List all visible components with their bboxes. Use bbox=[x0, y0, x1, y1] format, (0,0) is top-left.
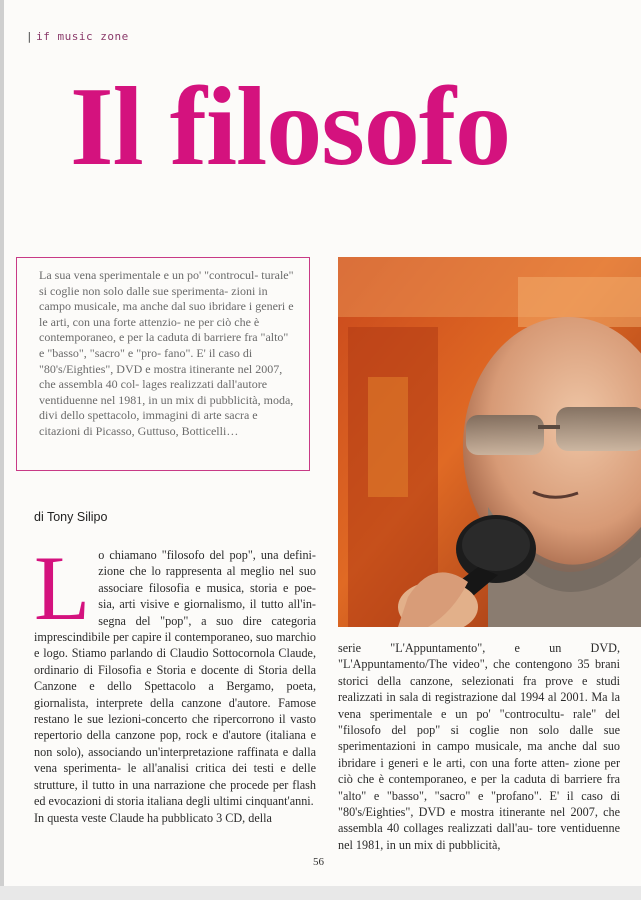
section-tag bbox=[26, 30, 129, 43]
section-divider: | bbox=[26, 30, 34, 43]
singer-photo bbox=[338, 257, 641, 627]
byline: di Tony Silipo bbox=[34, 510, 108, 524]
body-column-left bbox=[34, 537, 316, 826]
photo-illustration bbox=[338, 257, 641, 627]
section-label: if music zone bbox=[36, 30, 129, 43]
body-paragraph bbox=[34, 537, 316, 810]
body-paragraph-2: In questa veste Claude ha pubblicato 3 CD, della bbox=[34, 810, 272, 825]
body-text-continued: serie "L'Appuntamento", e un DVD, "L'Appuntamento/The video", che contengono 35 brani storici della canzone, selezionati fra prove e studi realizzati in sala di registrazione dal 1994 al 2001. Ma la vena sperimentale e un po' "controcultu- rale" del "filosofo del pop" si coglie non solo dalle sue sperimentazioni in campo musicale, ma anche dal suo ibridare i generi e le arti, con una forte atten- zione per ciò che è contemporaneo, e per la caduta di barriere fra "alto" e "basso", "sacro" e "profano". E' il caso di "80's/Eighties", DVD e mostra itinerante nel 2007, che assembla 40 collages realizzati dall'au- tore ventiduenne nel 1981, in un mix di pubblicità, bbox=[338, 641, 620, 852]
page-bottom-edge bbox=[0, 886, 641, 900]
body-column-right bbox=[338, 640, 620, 853]
summary-box: La sua vena sperimentale e un po' "controcul- turale" si coglie non solo dalle sue sperimenta- zioni in campo musicale, ma anche dal suo ibridare i generi e le arti, con una forte attenzio- ne per ciò che è contemporaneo, e per la caduta di barriere fra "alto" e "basso", "sacro" e "pro- fano". E' il caso di "80's/Eighties", DVD e mostra itinerante nel 2007, che assembla 40 col- lages realizzati dall'autore ventiduenne nel 1981, in un mix di pubblicità, moda, divi dello spettacolo, immagini di arte sacra e citazioni di Picasso, Guttuso, Botticelli… bbox=[16, 257, 310, 471]
article-title: Il filosofo bbox=[70, 65, 511, 189]
page-number: 56 bbox=[313, 856, 324, 868]
body-text-intro: o chiamano "filosofo del pop", una defini- zione che lo rappresenta al meglio nel suo associare filosofia e musica, storia e poe- sia, arti visive e giornalismo, il tutto all'in- segna del "pop", a suo dire categoria imprescindibile per capire il contemporaneo, suo marchio e logo. Stiamo parlando di Claudio Sottocornola Claude, ordinario di Filosofia e Storia e docente di Storia della Canzone e dello Spettacolo a Bergamo, poeta, giornalista, interprete della canzone d'autore. Famose restano le sue lezioni-concerto che ripercorrono il vasto repertorio della canzone pop, rock e d'autore (italiana e non solo), associando un'interpretazione raffinata e dalla vena sperimenta- le all'analisi critica dei testi e delle strutture, il tutto in una narrazione che procede per flash ed evocazioni di storia italiana degli ultimi cinquant'anni. bbox=[34, 548, 316, 809]
drop-cap: L bbox=[34, 537, 91, 639]
binding-edge bbox=[0, 0, 4, 900]
